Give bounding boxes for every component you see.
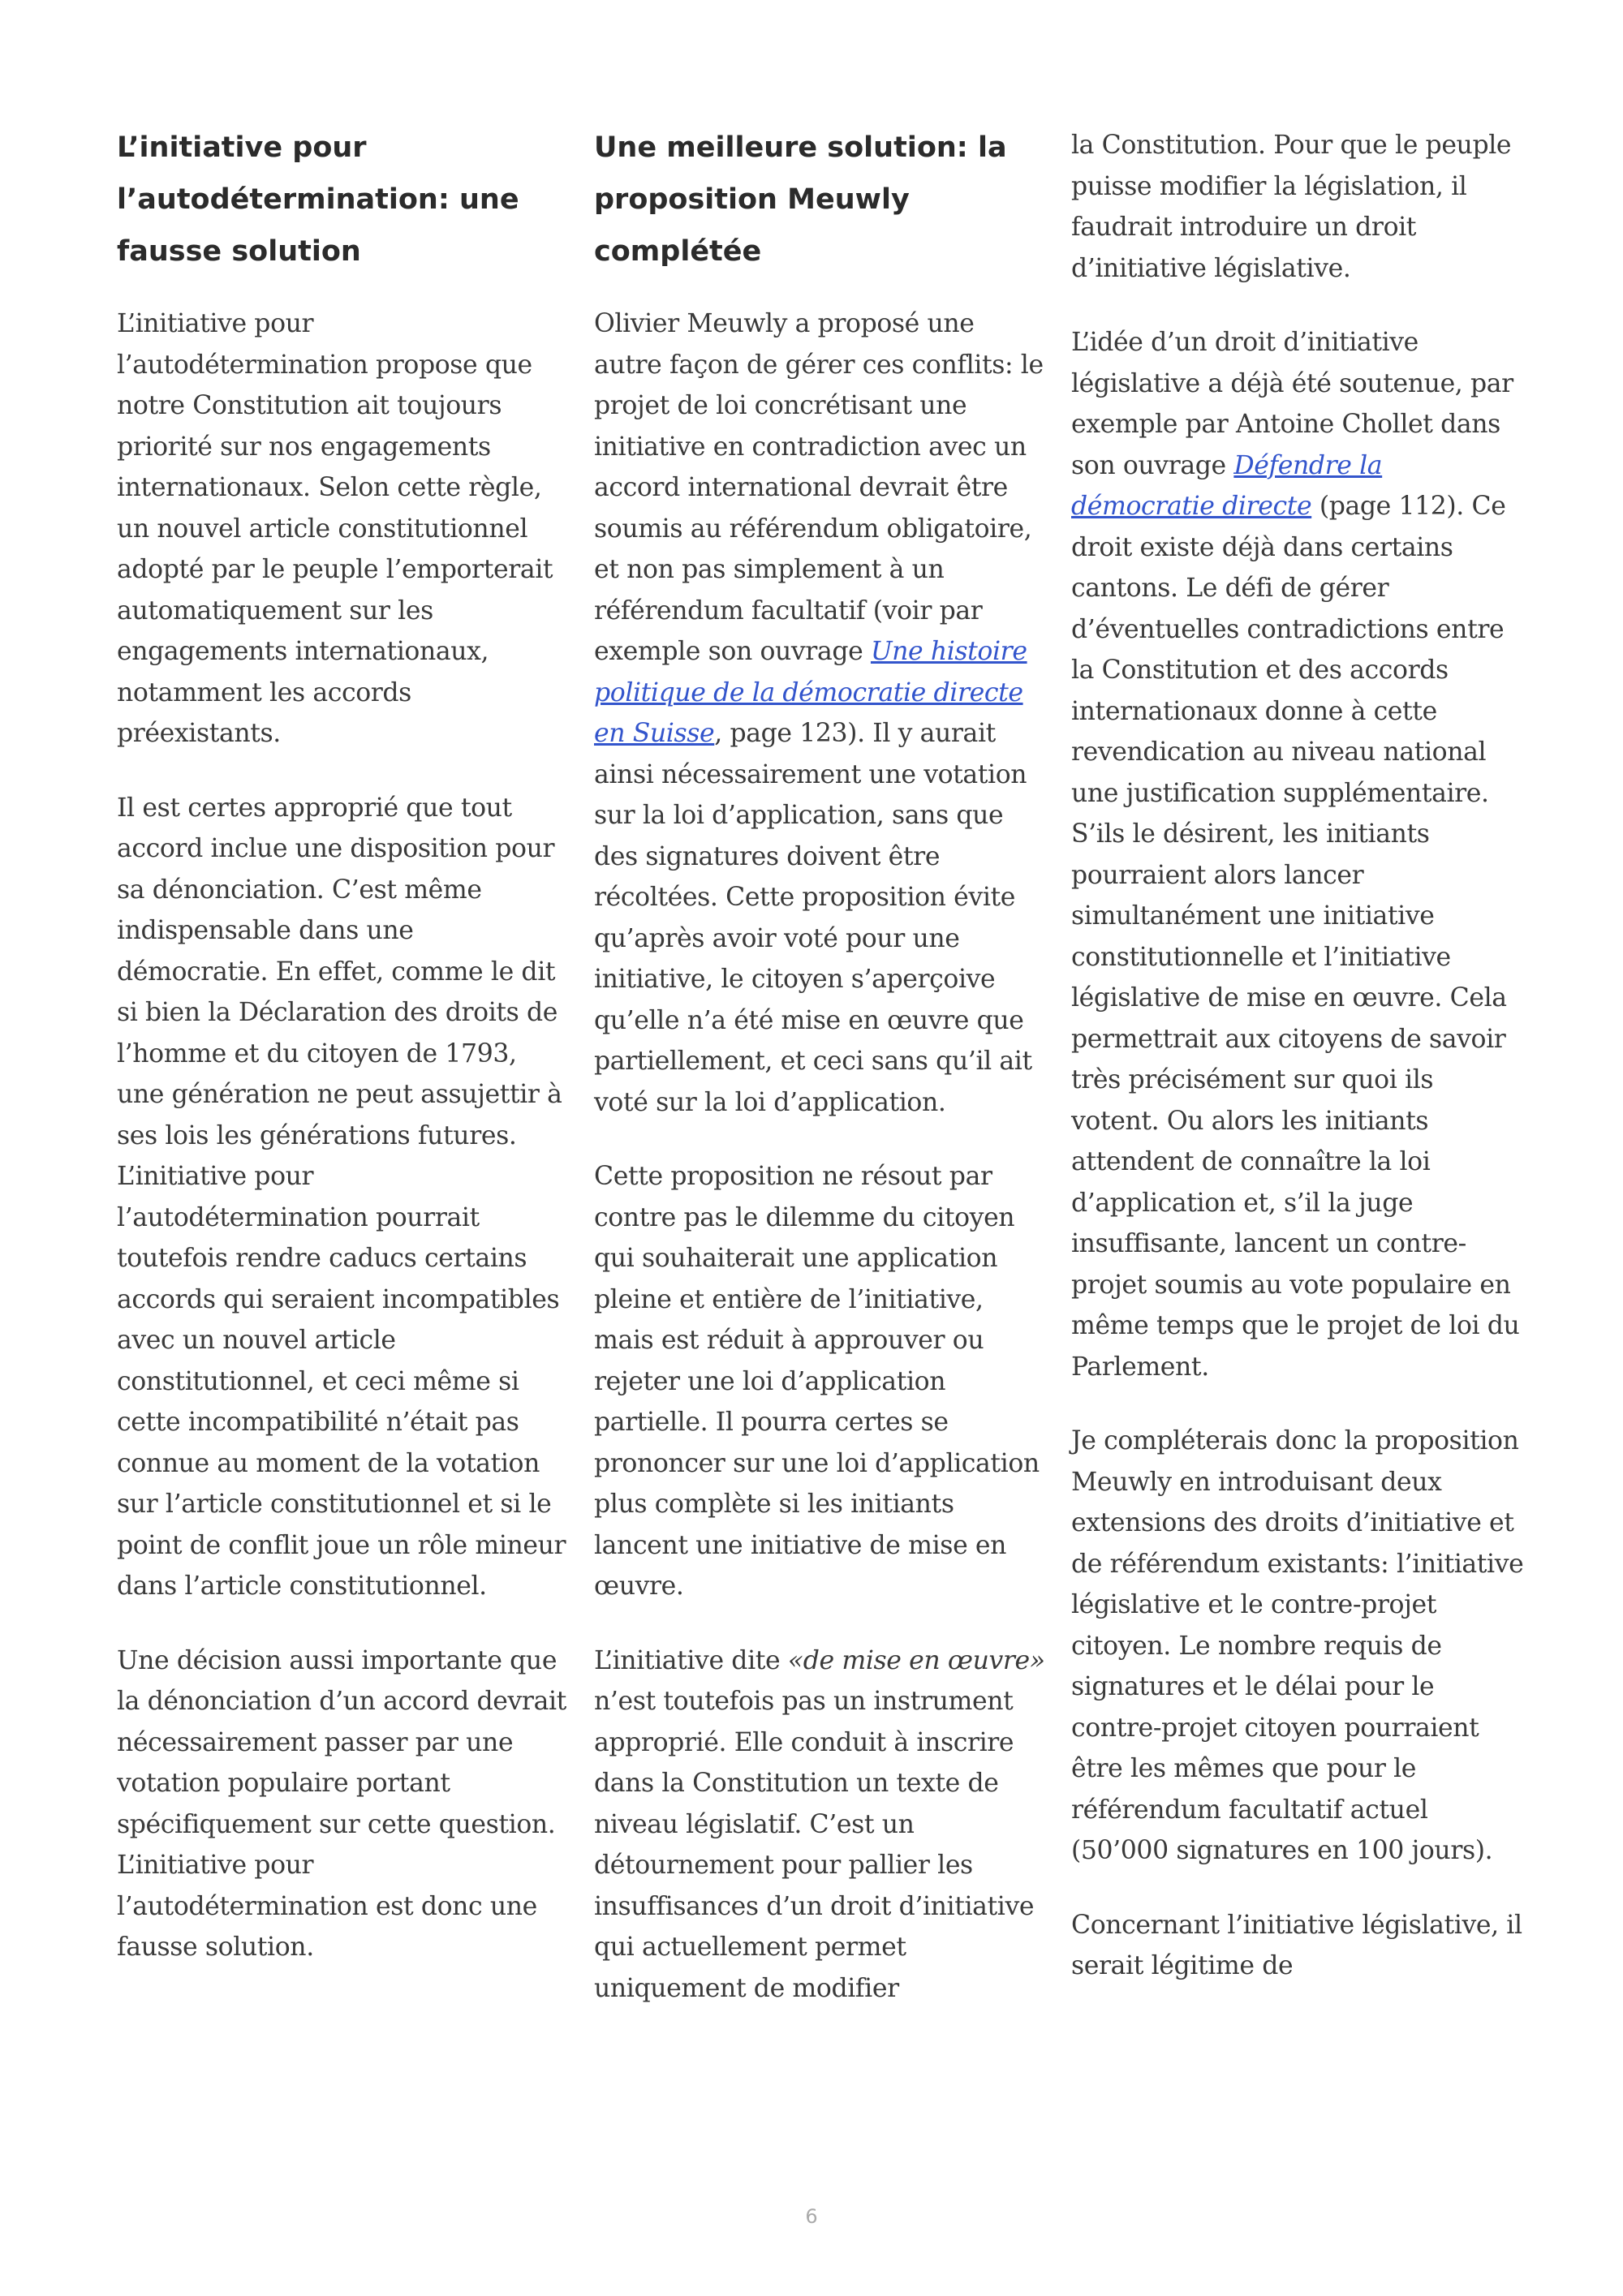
- page-number: 6: [805, 2205, 818, 2228]
- emphasis-text: «de mise en œuvre»: [787, 1645, 1045, 1675]
- section-heading-autodetermination: L’initiative pour l’autodétermination: une fausse solution: [117, 131, 519, 268]
- paragraph: Il est certes approprié que tout accord inclue une disposition pour sa dénonciation. C’est même indispensable dans une démocratie. En effet, comme le dit si bien la Déclaration des droits de l’homme et du citoyen de 1793, une génération ne peut assujettir à ses lois les générations futures. L’initiative pour l’autodétermination pourrait toutefois rendre caducs certains accords qui seraient incompatibles avec un nouvel article constitutionnel, et ceci même si cette incompatibilité n’était pas connue au moment de la votation sur l’article constitutionnel et si le point de conflit joue un rôle mineur dans l’article constitutionnel.: [117, 793, 566, 1601]
- text-run: L’initiative dite: [594, 1645, 788, 1675]
- paragraph: la Constitution. Pour que le peuple puisse modifier la législation, il faudrait introduire un droit d’initiative législative.: [1071, 131, 1512, 283]
- column-right: [1071, 125, 1526, 2020]
- text-run: (page 112). Ce droit existe déjà dans certains cantons. Le défi de gérer d’éventuelles contradictions entre la Constitution et des accords internationaux donne à cette revendication au niveau national une justification supplémentaire. S’ils le désirent, les initiants pourraient alors lancer simultanément une initiative constitutionnelle et l’initiative législative de mise en œuvre. Cela permettrait aux citoyens de savoir très précisément sur quoi ils votent. Ou alors les initiants attendent de connaître la loi d’application et, s’il la juge insuffisante, lancent un contre-projet soumis au vote populaire en même temps que le projet de loi du Parlement.: [1071, 492, 1520, 1382]
- paragraph: [594, 1640, 1048, 2010]
- column-middle: [594, 122, 1048, 2042]
- paragraph: Concernant l’initiative législative, il serait légitime de: [1071, 1910, 1522, 1980]
- column-left: [117, 122, 571, 2001]
- paragraph: L’initiative pour l’autodétermination propose que notre Constitution ait toujours priorité sur nos engagements internationaux. Selon cette règle, un nouvel article constitutionnel adopté par le peuple l’emporterait automatiquement sur les engagements internationaux, notamment les accords préexistants.: [117, 309, 553, 748]
- paragraph: Une décision aussi importante que la dénonciation d’un accord devrait nécessairement passer par une votation populaire portant spécifiquement sur cette question. L’initiative pour l’autodétermination est donc une fausse solution.: [117, 1645, 566, 1962]
- book-link-histoire-politique[interactable]: Une histoire politique de la démocratie directe en Suisse: [594, 637, 1027, 748]
- text-run: Olivier Meuwly a proposé une autre façon de gérer ces conflits: le projet de loi concrétisant une initiative en contradiction avec un accord international devrait être soumis au référendum obligatoire, et non pas simplement à un référendum facultatif (voir par exemple son ouvrage: [594, 309, 1044, 666]
- book-link-defendre-democratie[interactable]: Défendre la démocratie directe: [1071, 450, 1383, 521]
- paragraph: Je compléterais donc la proposition Meuwly en introduisant deux extensions des droits d’initiative et de référendum existants: l’initiative législative et le contre-projet citoyen. Le nombre requis de signatures et le délai pour le contre-projet citoyen pourraient être les mêmes que pour le référendum facultatif actuel (50’000 signatures en 100 jours).: [1071, 1426, 1524, 1865]
- paragraph: [594, 303, 1048, 1123]
- paragraph: Cette proposition ne résout par contre pas le dilemme du citoyen qui souhaiterait une application pleine et entière de l’initiative, mais est réduit à approuver ou rejeter une loi d’application partielle. Il pourra certes se prononcer sur une loi d’application plus complète si les initiants lancent une initiative de mise en œuvre.: [594, 1162, 1040, 1601]
- text-run: n’est toutefois pas un instrument approprié. Elle conduit à inscrire dans la Constitution un texte de niveau législatif. C’est un détournement pour pallier les insuffisances d’un droit d’initiative qui actuellement permet uniquement de modifier: [594, 1687, 1035, 2003]
- text-run: , page 123). Il y aurait ainsi nécessairement une votation sur la loi d’application, sans que des signatures doivent être récoltées. Cette proposition évite qu’après avoir voté pour une initiative, le citoyen s’aperçoive qu’elle n’a été mise en œuvre que partiellement, et ceci sans qu’il ait voté sur la loi d’application.: [594, 719, 1032, 1117]
- text-run: L’idée d’un droit d’initiative législative a déjà été soutenue, par exemple par Antoine Chollet dans son ouvrage: [1071, 328, 1513, 480]
- section-heading-meuwly: Une meilleure solution: la proposition Meuwly complétée: [594, 131, 1007, 268]
- paragraph: [1071, 322, 1526, 1387]
